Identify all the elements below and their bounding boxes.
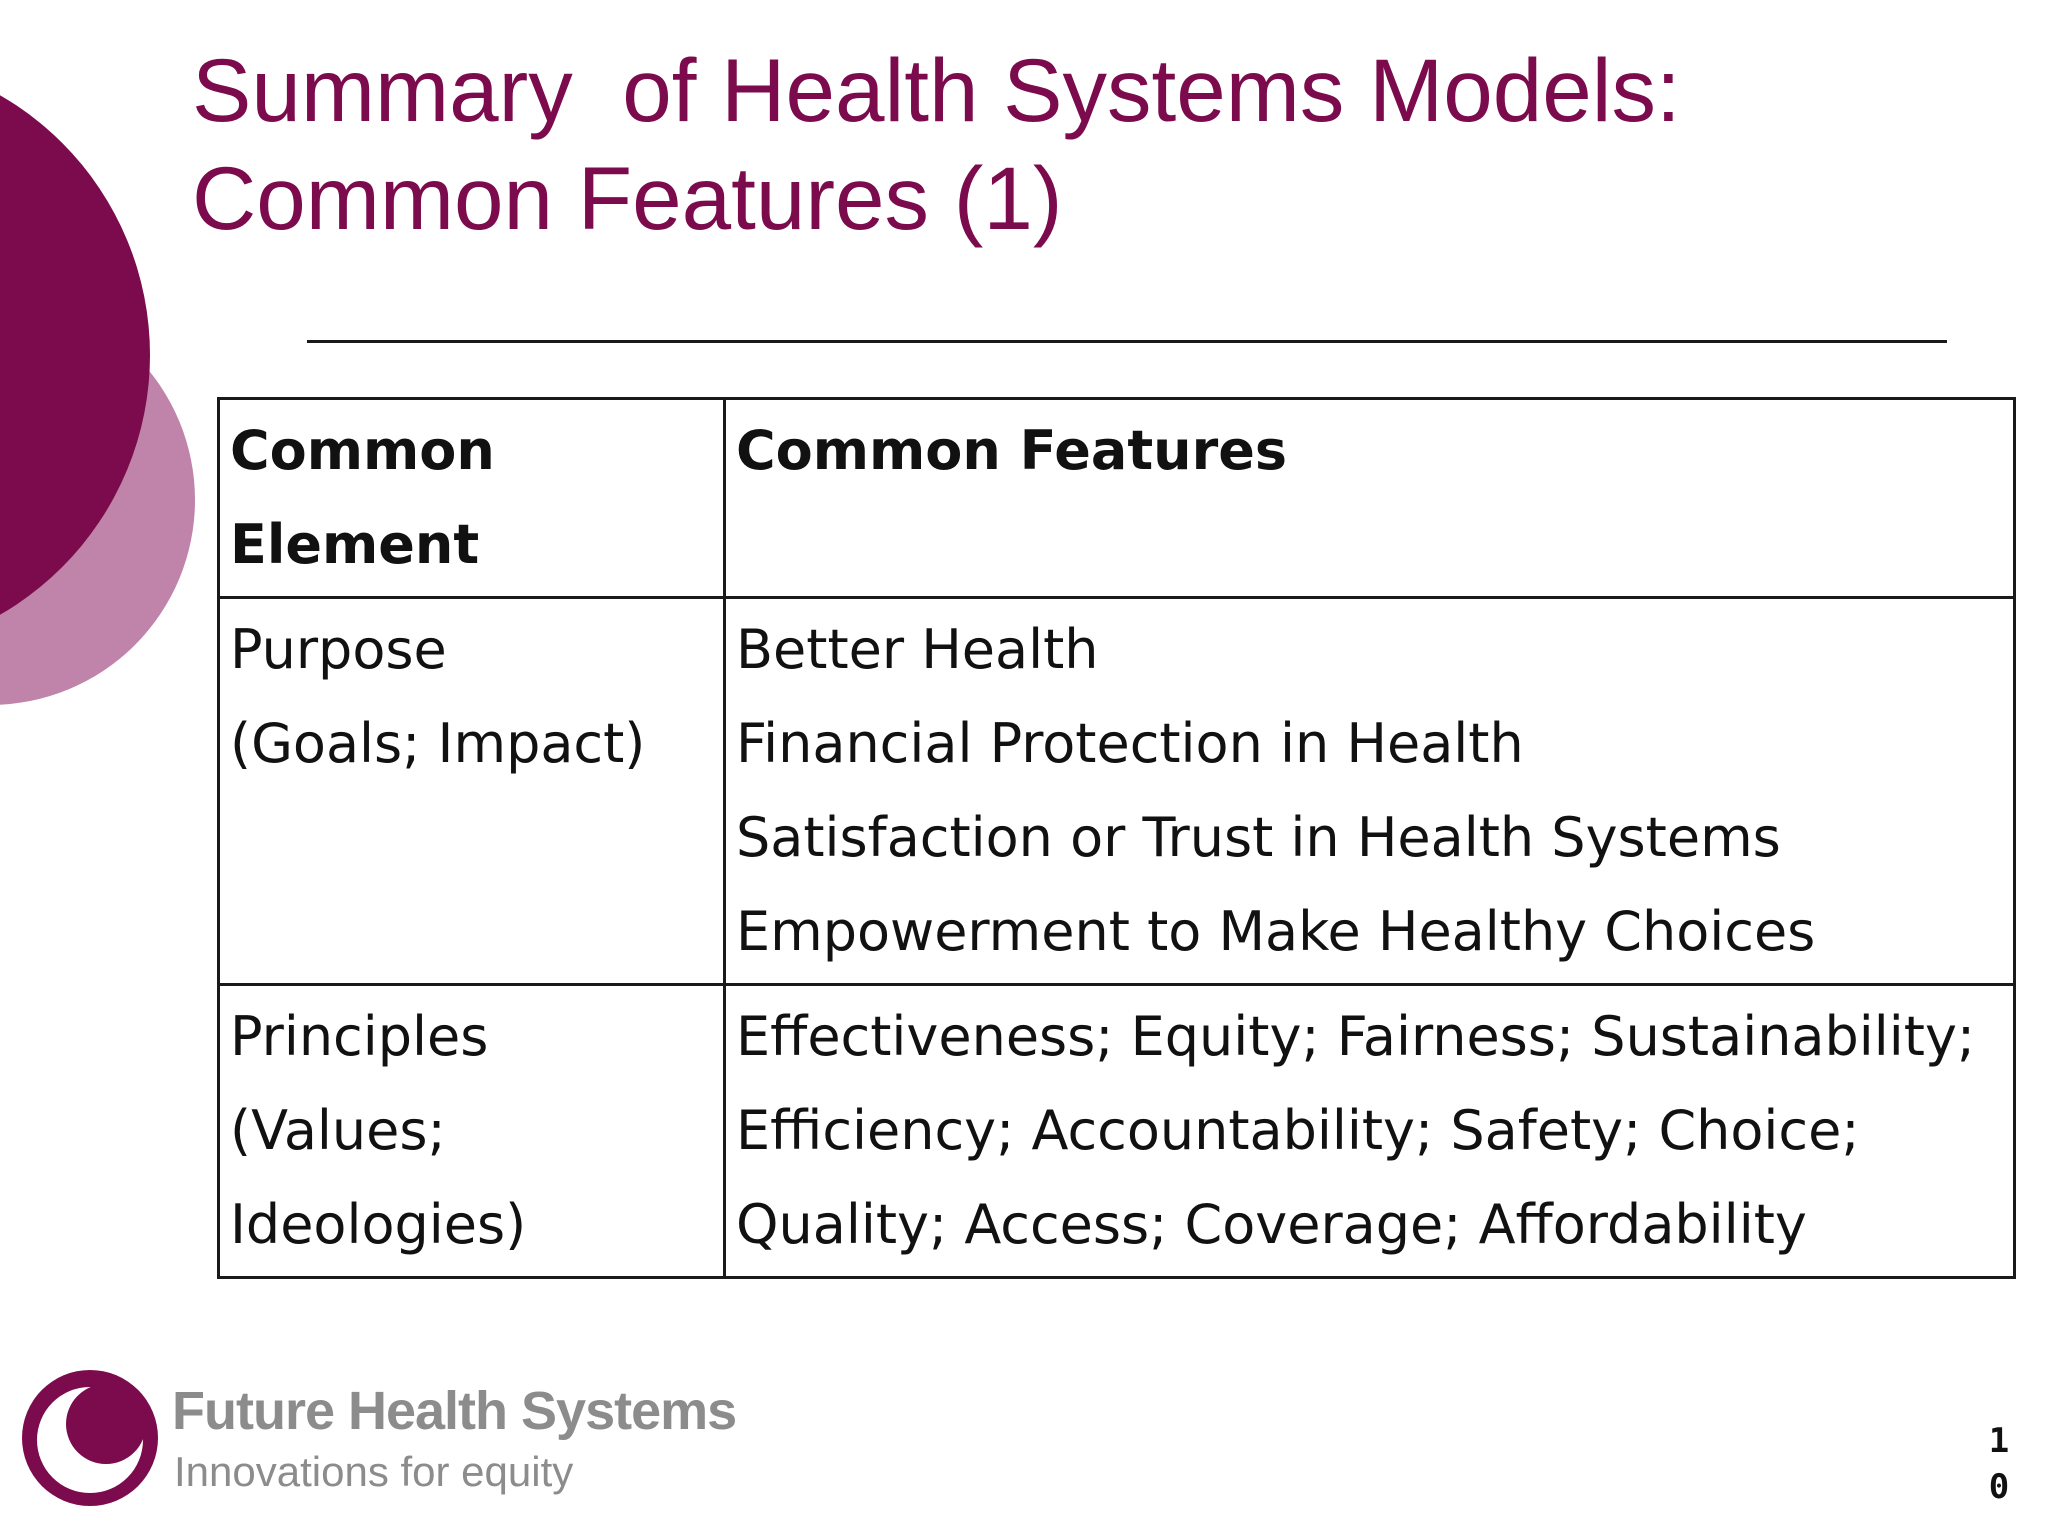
page-number — [1984, 1418, 2014, 1510]
header-common-element — [219, 399, 725, 598]
header-common-features — [725, 399, 2015, 598]
logo-tagline: Innovations for equity — [174, 1448, 574, 1495]
page-number-digit: 0 — [1988, 1467, 2010, 1507]
slide-title-line-2: Common Features (1) — [192, 148, 1063, 248]
features-cell — [725, 985, 2015, 1278]
feature-line: Satisfaction or Trust in Health Systems — [736, 806, 1781, 869]
feature-line: Financial Protection in Health — [736, 712, 1524, 775]
feature-line: Quality; Access; Coverage; Affordability — [736, 1193, 1807, 1256]
header-line: Element — [230, 513, 480, 576]
feature-line: Empowerment to Make Healthy Choices — [736, 900, 1816, 963]
feature-line: Efficiency; Accountability; Safety; Choice; — [736, 1099, 1860, 1162]
element-line: (Values; — [230, 1099, 446, 1162]
logo-name: Future Health Systems — [172, 1381, 737, 1441]
feature-line: Effectiveness; Equity; Fairness; Sustainability; — [736, 1005, 1976, 1068]
element-line: Ideologies) — [230, 1193, 527, 1256]
future-health-systems-logo — [20, 1368, 740, 1518]
table-row-purpose — [219, 598, 2015, 985]
element-line: Purpose — [230, 618, 447, 681]
feature-line: Better Health — [736, 618, 1099, 681]
slide-title-line-1: Summary of Health Systems Models: — [192, 40, 1681, 140]
slide-title — [192, 36, 1932, 252]
table-header-row — [219, 399, 2015, 598]
element-cell — [219, 598, 725, 985]
common-features-table — [217, 397, 2016, 1279]
crescent-ring-icon — [20, 1368, 160, 1508]
features-cell — [725, 598, 2015, 985]
element-line: Principles — [230, 1005, 489, 1068]
element-cell — [219, 985, 725, 1278]
element-line: (Goals; Impact) — [230, 712, 646, 775]
table-row-principles — [219, 985, 2015, 1278]
header-line: Common — [230, 419, 495, 482]
header-line: Common Features — [736, 419, 1288, 482]
page-number-digit: 1 — [1988, 1421, 2010, 1461]
title-divider — [307, 340, 1947, 343]
